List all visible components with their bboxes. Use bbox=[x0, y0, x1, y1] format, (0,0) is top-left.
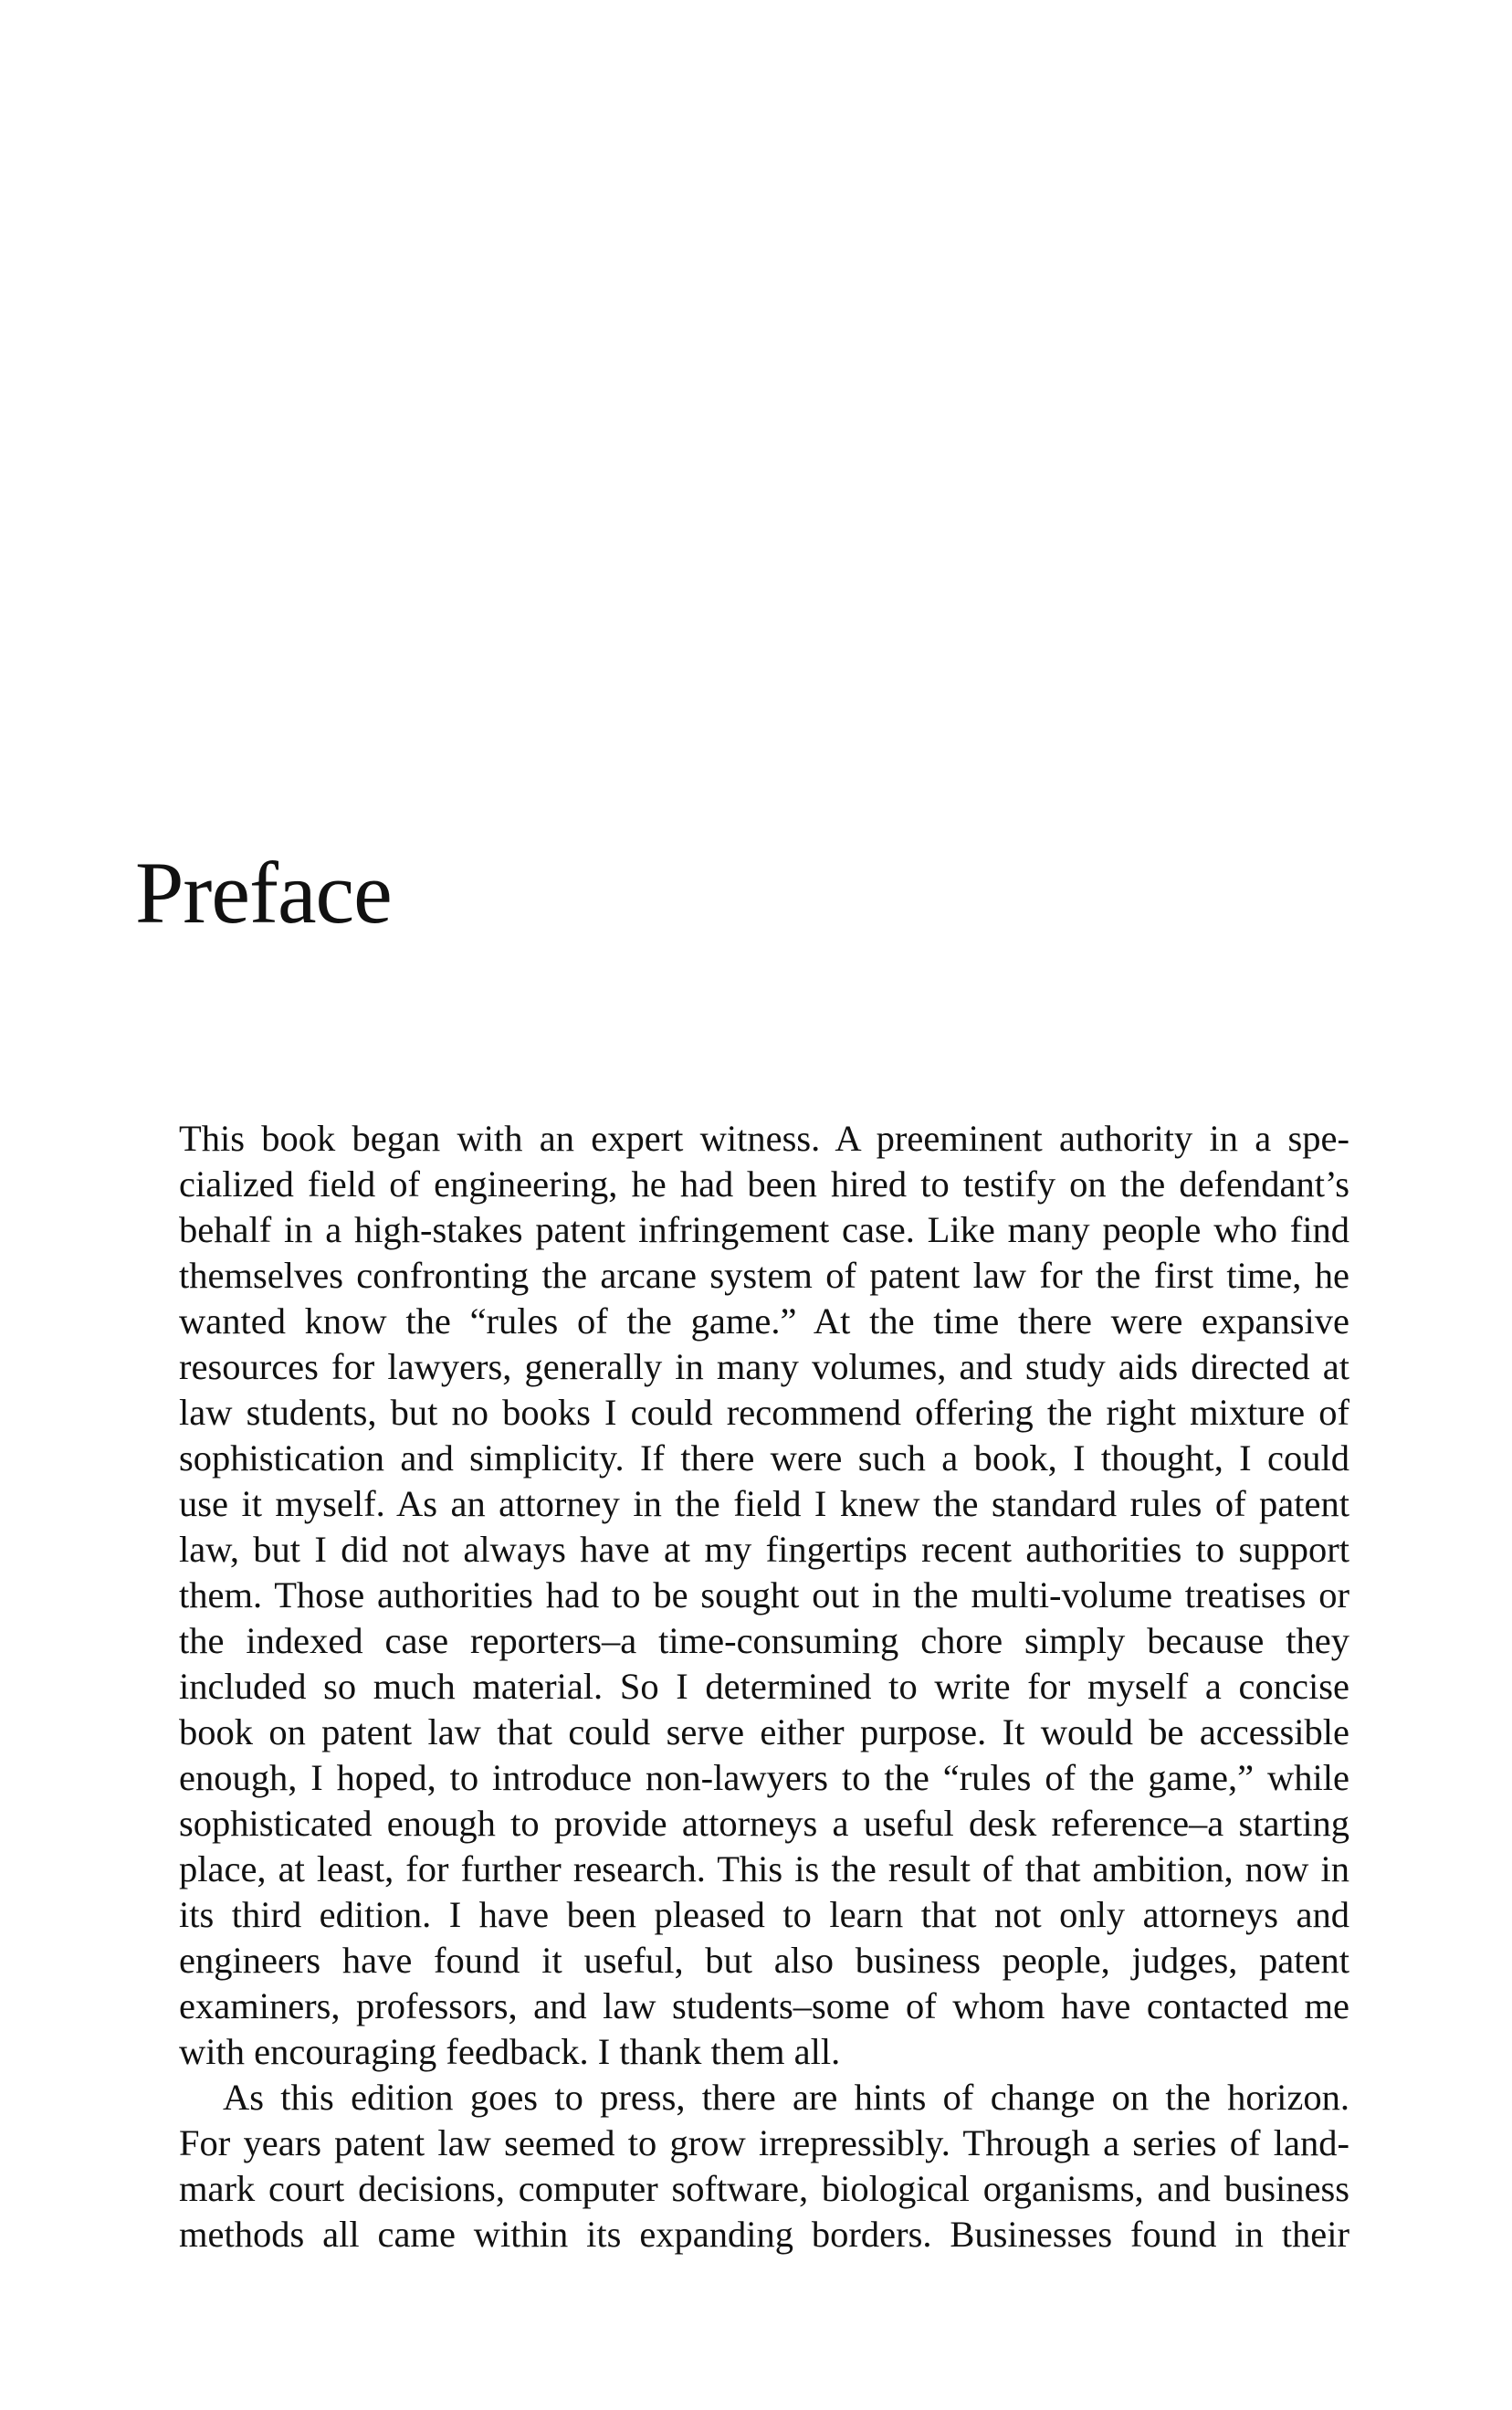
preface-body bbox=[179, 1116, 1349, 2257]
text-line: themselves confronting the arcane system of patent law for the first time, he bbox=[179, 1255, 1349, 1296]
text-line: law students, but no books I could recommend offering the right mixture of bbox=[179, 1392, 1349, 1433]
text-line: examiners, professors, and law students–some of whom have contacted me bbox=[179, 1985, 1349, 2026]
text-line: book on patent law that could serve either purpose. It would be accessible bbox=[179, 1711, 1349, 1752]
text-line: cialized field of engineering, he had been hired to testify on the defendant’s bbox=[179, 1163, 1349, 1205]
text-line: use it myself. As an attorney in the field I knew the standard rules of patent bbox=[179, 1483, 1349, 1524]
text-line: wanted know the “rules of the game.” At the time there were expansive bbox=[179, 1300, 1349, 1342]
text-line: place, at least, for further research. This is the result of that ambition, now in bbox=[179, 1848, 1349, 1889]
text-line: them. Those authorities had to be sought out in the multi-volume treatises or bbox=[179, 1574, 1349, 1615]
text-line: This book began with an expert witness. A preeminent authority in a spe- bbox=[179, 1118, 1349, 1159]
paragraph-2 bbox=[179, 2075, 1349, 2257]
text-line: sophistication and simplicity. If there were such a book, I thought, I could bbox=[179, 1437, 1349, 1479]
text-line: As this edition goes to press, there are hints of change on the horizon. bbox=[223, 2077, 1349, 2118]
text-line: law, but I did not always have at my fingertips recent authorities to support bbox=[179, 1529, 1349, 1570]
text-line: mark court decisions, computer software, biological organisms, and business bbox=[179, 2168, 1349, 2209]
paragraph-1 bbox=[179, 1116, 1349, 2075]
text-line: methods all came within its expanding borders. Businesses found in their bbox=[179, 2214, 1349, 2255]
text-line: For years patent law seemed to grow irrepressibly. Through a series of land- bbox=[179, 2122, 1349, 2163]
text-line: enough, I hoped, to introduce non-lawyers to the “rules of the game,” while bbox=[179, 1757, 1349, 1798]
page-title: Preface bbox=[135, 844, 392, 942]
text-line: the indexed case reporters–a time-consuming chore simply because they bbox=[179, 1620, 1349, 1661]
text-line: behalf in a high-stakes patent infringement case. Like many people who find bbox=[179, 1209, 1349, 1250]
text-line: engineers have found it useful, but also business people, judges, patent bbox=[179, 1940, 1349, 1981]
text-line: with encouraging feedback. I thank them all. bbox=[179, 2031, 841, 2072]
text-line: sophisticated enough to provide attorneys a useful desk reference–a starting bbox=[179, 1803, 1349, 1844]
text-line: included so much material. So I determined to write for myself a concise bbox=[179, 1666, 1349, 1707]
text-line: its third edition. I have been pleased to learn that not only attorneys and bbox=[179, 1894, 1349, 1935]
text-line: resources for lawyers, generally in many volumes, and study aids directed at bbox=[179, 1346, 1349, 1387]
